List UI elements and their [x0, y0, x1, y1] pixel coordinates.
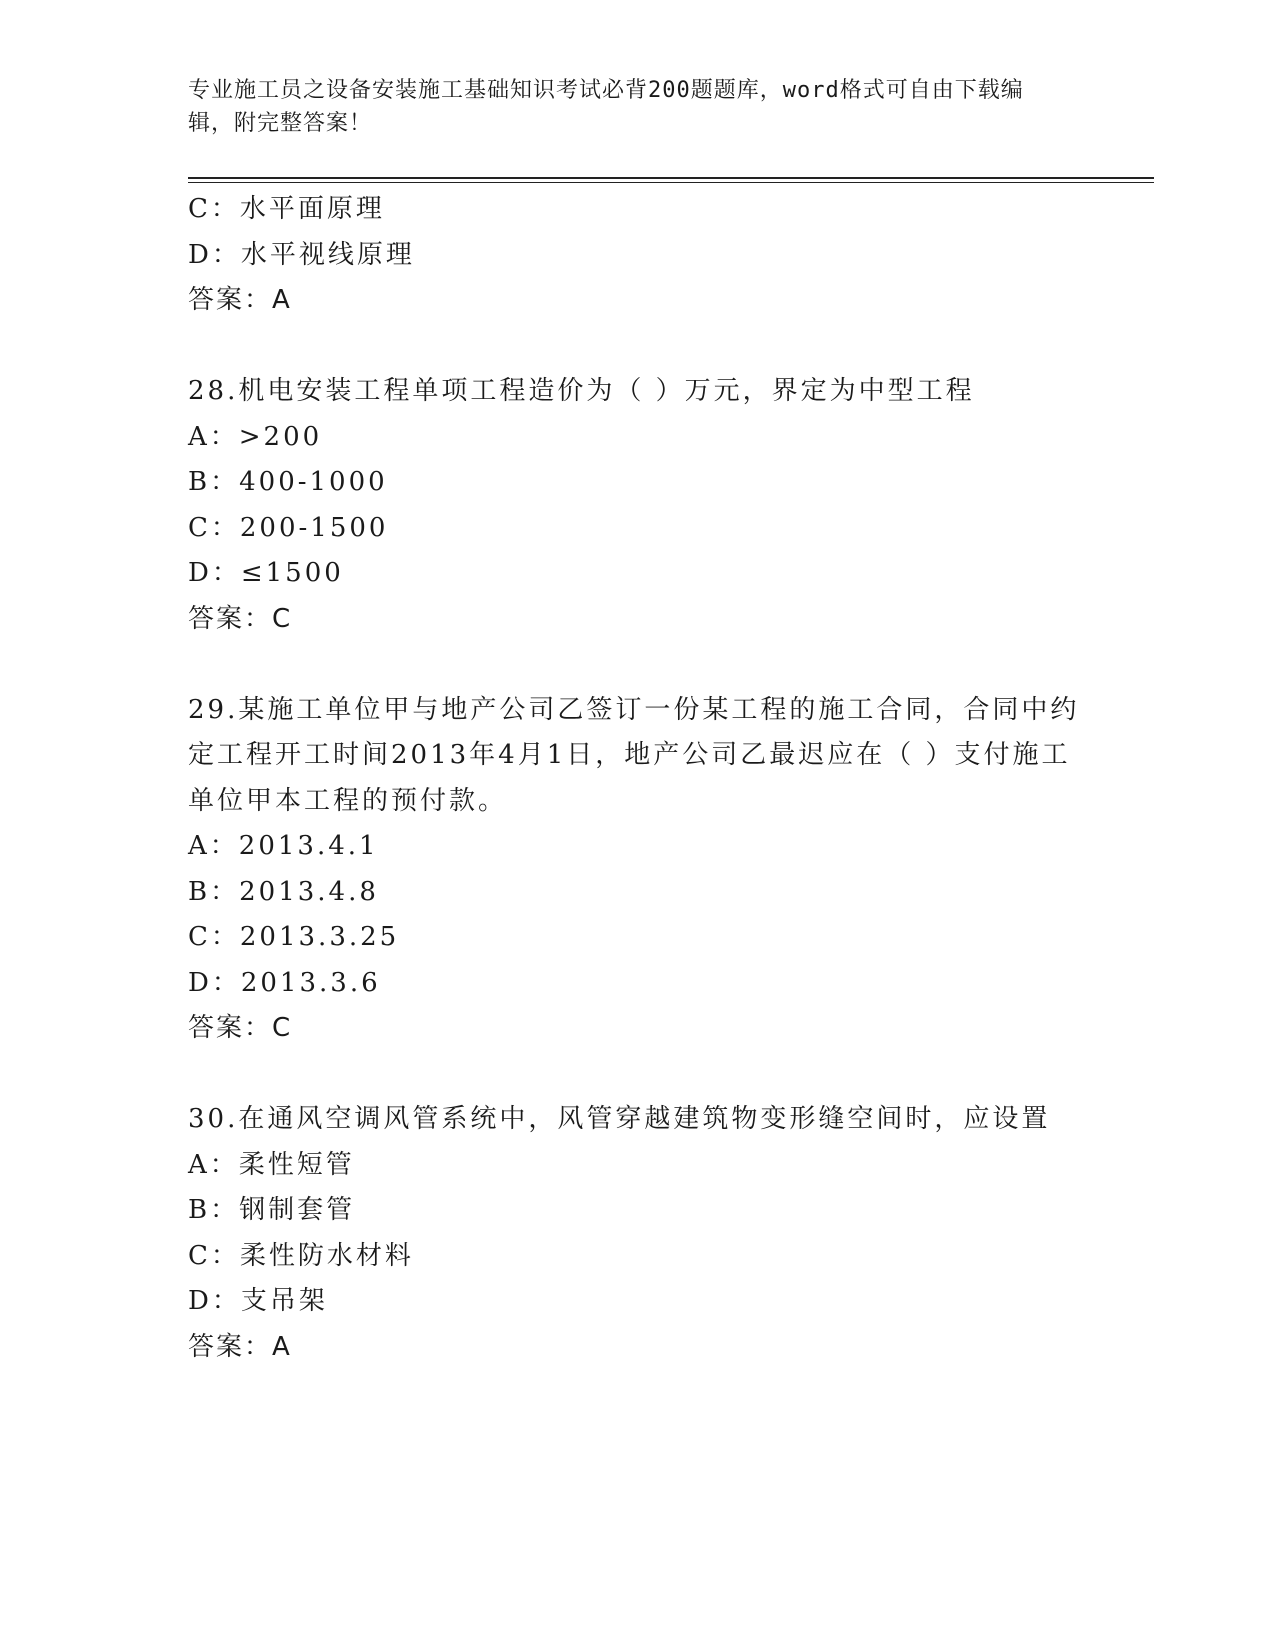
header-divider-thin [188, 182, 1154, 183]
question-28-option-c: C：200-1500 [188, 512, 389, 543]
question-30-answer: 答案：A [188, 1331, 292, 1362]
question-29-option-c: C：2013.3.25 [188, 922, 400, 952]
question-30-option-c: C：柔性防水材料 [188, 1240, 414, 1271]
question-28-option-b: B：400-1000 [188, 467, 388, 497]
spacer [188, 324, 1088, 370]
question-list [188, 187, 1088, 1370]
option-c: C：水平面原理 [188, 194, 385, 224]
header-divider-thick [188, 177, 1154, 179]
question-29-option-a: A：2013.4.1 [188, 831, 379, 861]
question-28-answer: 答案：C [188, 603, 293, 634]
spacer [188, 642, 1088, 688]
question-28-option-a: A：>200 [188, 421, 323, 452]
option-d: D：水平视线原理 [188, 239, 415, 270]
question-30-option-a: A：柔性短管 [188, 1149, 355, 1180]
page-header-title: 专业施工员之设备安装施工基础知识考试必背200题题库，word格式可自由下载编辑，附完整答案！ [188, 78, 1024, 136]
question-28-stem: 28.机电安装工程单项工程造价为（ ）万元，界定为中型工程 [188, 376, 975, 406]
question-29-option-b: B：2013.4.8 [188, 876, 379, 907]
question-28-option-d: D：≤1500 [188, 558, 344, 588]
question-30-option-b: B：钢制套管 [188, 1195, 356, 1225]
question-30-option-d: D：支吊架 [188, 1286, 328, 1316]
question-30-stem: 30.在通风空调风管系统中，风管穿越建筑物变形缝空间时，应设置 [188, 1104, 1051, 1134]
question-29-stem: 29.某施工单位甲与地产公司乙签订一份某工程的施工合同，合同中约定工程开工时间2013年4月1日，地产公司乙最迟应在（ ）支付施工单位甲本工程的预付款。 [188, 694, 1080, 816]
spacer [188, 1052, 1088, 1098]
answer-line: 答案：A [188, 285, 292, 315]
question-29-answer: 答案：C [188, 1013, 293, 1043]
question-29-option-d: D：2013.3.6 [188, 967, 381, 998]
